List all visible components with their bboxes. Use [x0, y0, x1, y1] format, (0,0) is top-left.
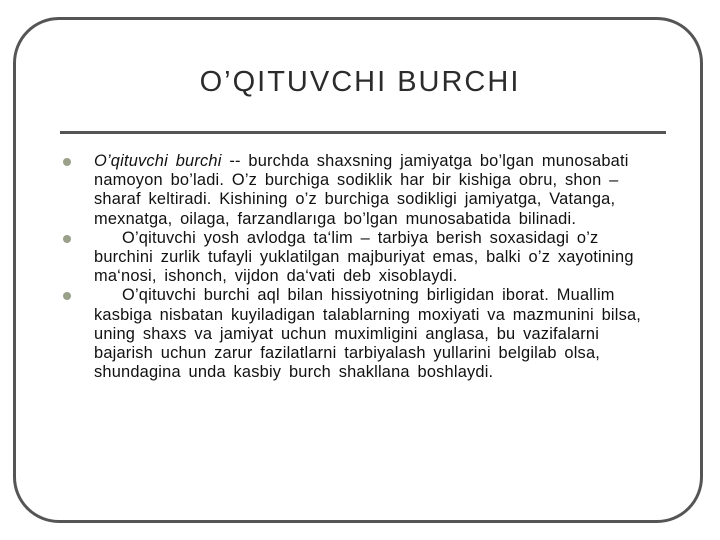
bullet-dot-icon	[63, 235, 71, 243]
bullet-dot-icon	[63, 292, 71, 300]
bullet-list	[63, 152, 663, 382]
bullet-text: -- burchda shaxsning jamiyatga bo’lgan munosabati namoyon bo’ladi. O’z burchiga sodiklik har bir kishiga obru, shon – sharaf keltiradi. Kishining o’z burchiga sodikligi jamiyatga, Vatanga, mexnatga, oilaga, farzandlarıga bo’lgan munosabatida bilinadi.	[94, 152, 629, 228]
title-divider	[60, 131, 666, 134]
bullet-item-mind-and-feeling	[63, 286, 663, 382]
bullet-text: O’qituvchi yosh avlodga ta‘lim – tarbiya berish soxasidagi o’z burchini zurlik tufayli yuklatilgan majburiyat emas, balki o’z xayotining ma‘nosi, ishonch, vijdon da‘vati deb xisoblaydi.	[94, 228, 634, 286]
bullet-dot-icon	[63, 158, 71, 166]
bullet-item-teacher-duty	[63, 229, 663, 287]
bullet-text: O’qituvchi burchi aql bilan hissiyotning birligidan iborat. Muallim kasbiga nisbatan kuyiladigan talablarning moxiyati va mazmunini bilsa, uning shaxs va jamiyat uchun muximligini anglasa, bu vazifalarni bajarish uchun zarur fazilatlarni tarbiyalash yullarini belgilab olsa, shundagina unda kasbiy burch shakllana boshlaydi.	[94, 286, 642, 382]
bullet-item-burch-definition	[63, 152, 663, 229]
slide-title: O’QITUVCHI BURCHI	[199, 66, 521, 98]
bullet-lead-term: O’qituvchi burchi	[94, 152, 222, 170]
